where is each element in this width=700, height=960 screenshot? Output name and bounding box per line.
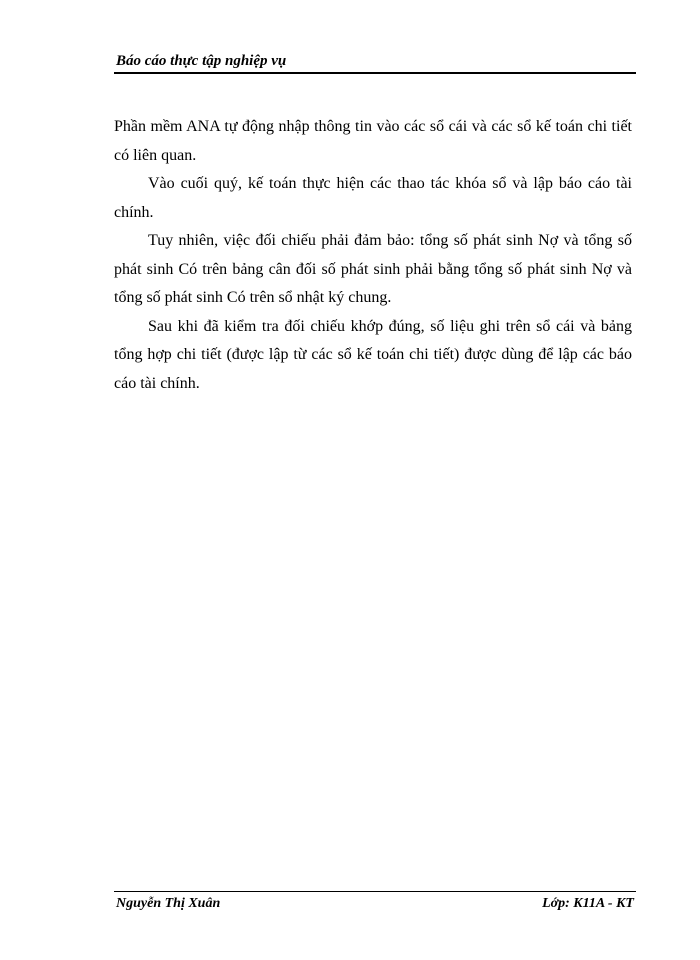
page-footer xyxy=(114,891,636,917)
paragraph-2: Vào cuối quý, kế toán thực hiện các thao tác khóa sổ và lập báo cáo tài chính. xyxy=(114,175,632,221)
paragraph-3: Tuy nhiên, việc đối chiếu phải đảm bảo: tổng số phát sinh Nợ và tổng số phát sinh Có trên bảng cân đối số phát sinh phải bằng tổng số phát sinh Nợ và tổng số phát sinh Có trên sổ nhật ký chung. xyxy=(114,232,632,306)
body-text xyxy=(114,113,632,398)
paragraph-1: Phần mềm ANA tự động nhập thông tin vào các sổ cái và các sổ kế toán chi tiết có liên quan. xyxy=(114,118,632,164)
footer-author: Nguyễn Thị Xuân xyxy=(116,896,221,911)
footer-class: Lớp: K11A - KT xyxy=(542,896,634,911)
header-title: Báo cáo thực tập nghiệp vụ xyxy=(116,53,287,69)
page-header xyxy=(114,52,636,74)
paragraph-4: Sau khi đã kiểm tra đối chiếu khớp đúng, số liệu ghi trên sổ cái và bảng tổng hợp chi tiết (được lập từ các sổ kế toán chi tiết) được dùng để lập các báo cáo tài chính. xyxy=(114,317,632,392)
